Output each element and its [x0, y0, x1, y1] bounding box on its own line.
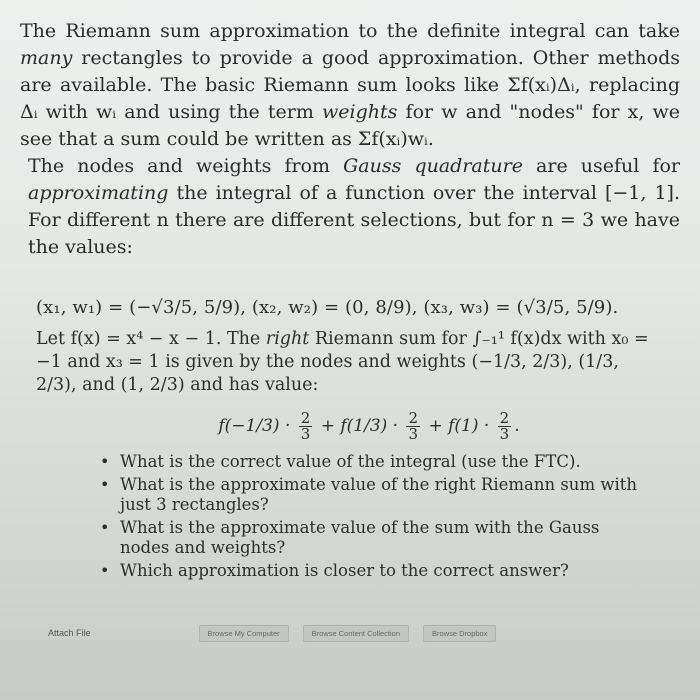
fraction-two-thirds	[498, 411, 512, 442]
gauss-emphasis-approximating: approximating	[28, 182, 169, 204]
question-item	[100, 518, 644, 558]
fraction-denominator: 3	[408, 425, 419, 443]
gauss-text-3: the integral of a function over the interval [−1, 1]. For different n there are different selections, but for n = 3 we have the values:	[28, 182, 680, 258]
bullet-icon: •	[100, 475, 110, 494]
intro-text-3: for w and "nodes" for x, we see that a sum could be written as Σf(xᵢ)wᵢ.	[20, 101, 681, 150]
question-list	[14, 452, 684, 581]
question-item	[100, 475, 644, 515]
riemann-setup-paragraph	[14, 328, 684, 397]
formula-term-3: + f(1) ·	[428, 416, 490, 436]
bullet-icon: •	[100, 561, 110, 580]
question-text: What is the approximate value of the right Riemann sum with just 3 rectangles?	[120, 475, 637, 514]
fraction-two-thirds	[406, 411, 420, 442]
gauss-emphasis-quadrature: Gauss quadrature	[343, 155, 523, 177]
question-item	[100, 561, 644, 581]
fraction-numerator: 2	[499, 409, 510, 427]
attach-file-label: Attach File	[48, 628, 91, 638]
question-text: What is the approximate value of the sum with the Gauss nodes and weights?	[120, 518, 600, 557]
formula-term-2: + f(1/3) ·	[320, 416, 399, 436]
attach-file-bar	[48, 621, 608, 645]
intro-paragraph	[14, 18, 684, 153]
setup-emphasis-right: right	[265, 329, 310, 349]
question-item	[100, 452, 644, 472]
setup-text-2: Riemann sum for ∫₋₁¹ f(x)dx with x₀ = −1 and x₃ = 1 is given by the nodes and weights (−1/3, 2/3), (1/3, 2/3), and (1, 2/3) and has value:	[36, 329, 649, 395]
gauss-text-1: The nodes and weights from	[28, 155, 344, 177]
intro-emphasis-weights: weights	[322, 101, 398, 123]
fraction-denominator: 3	[499, 425, 510, 443]
intro-emphasis-many: many	[20, 47, 73, 69]
fraction-denominator: 3	[300, 425, 311, 443]
gauss-paragraph	[14, 153, 684, 261]
formula-term-1: f(−1/3) ·	[218, 416, 291, 436]
bullet-icon: •	[100, 452, 110, 471]
fraction-numerator: 2	[408, 409, 419, 427]
intro-text-1: The Riemann sum approximation to the definite integral can take	[20, 20, 680, 42]
question-text: What is the correct value of the integral (use the FTC).	[120, 452, 581, 471]
setup-text-1: Let f(x) = x⁴ − x − 1. The	[36, 329, 266, 349]
browse-my-computer-button[interactable]: Browse My Computer	[199, 625, 289, 642]
question-content	[14, 18, 684, 683]
gauss-text-2: are useful for	[522, 155, 681, 177]
fraction-two-thirds	[299, 411, 313, 442]
browse-content-collection-button[interactable]: Browse Content Collection	[303, 625, 409, 642]
intro-text-2: rectangles to provide a good approximation. Other methods are available. The basic Riemann sum looks like Σf(xᵢ)Δᵢ, replacing Δᵢ with wᵢ and using the term	[20, 47, 680, 123]
fraction-numerator: 2	[300, 409, 311, 427]
riemann-sum-formula	[14, 411, 684, 442]
browse-dropbox-button[interactable]: Browse Dropbox	[423, 625, 496, 642]
formula-period: .	[514, 416, 520, 436]
question-text: Which approximation is closer to the correct answer?	[120, 561, 569, 580]
bullet-icon: •	[100, 518, 110, 537]
gauss-nodes-equation: (x₁, w₁) = (−√3/5, 5/9), (x₂, w₂) = (0, 8/9), (x₃, w₃) = (√3/5, 5/9).	[36, 297, 619, 318]
